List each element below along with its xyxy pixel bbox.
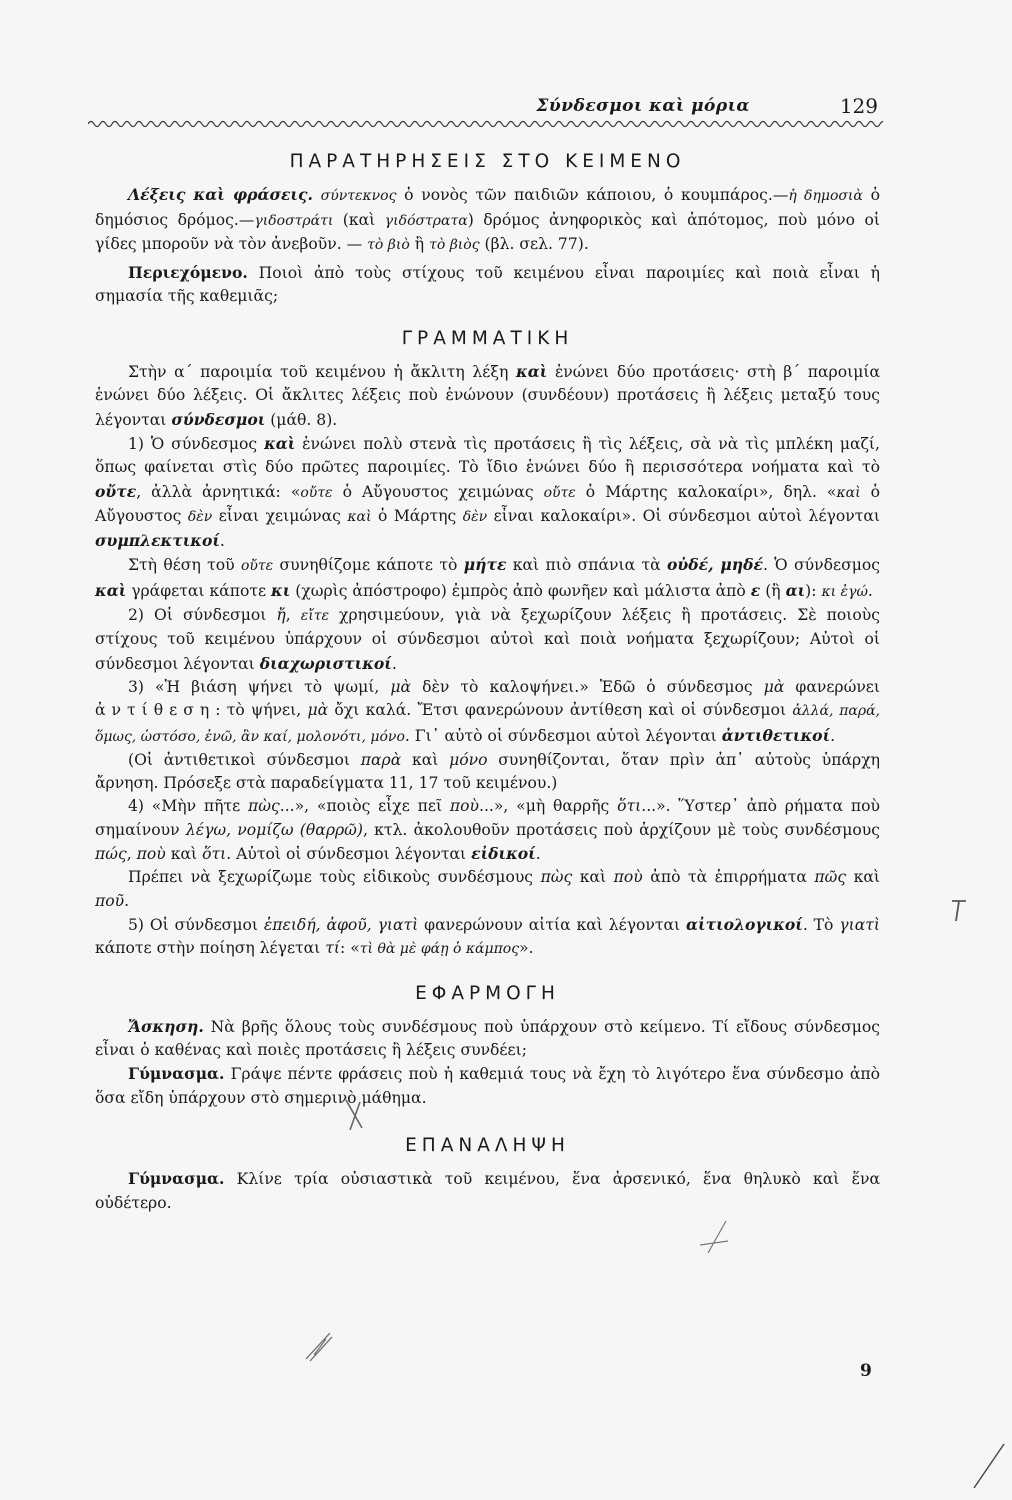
pencil-mark-slash	[698, 1215, 738, 1255]
text: ):	[805, 581, 822, 600]
grammar-paragraph-7	[95, 866, 880, 913]
text: . Ὁ σύνδεσμος	[762, 556, 880, 575]
text: φανερώνουν αἰτία καὶ λέγονται	[418, 915, 687, 934]
review-drill-paragraph	[95, 1167, 880, 1215]
section-title-review: ΕΠΑΝΑΛΗΨΗ	[405, 1134, 570, 1156]
term: μόνο	[449, 750, 488, 769]
text: εἶναι χειμώνας	[212, 506, 348, 525]
term: καὶ	[836, 484, 861, 501]
text: (βλ. σελ. 77).	[479, 234, 589, 253]
page-body	[95, 150, 880, 1215]
text: γράφεται κάποτε	[126, 581, 272, 600]
text: ὁ νονὸς τῶν παιδιῶν κάποιου, ὁ κουμπάρος.—	[396, 186, 789, 205]
term: γιδόστρατα	[384, 212, 468, 229]
text: .	[219, 532, 225, 551]
text: Γράψε πέντε φράσεις ποὺ ἡ καθεμιά τους νὰ ἔχη τὸ λιγότερο ἕνα σύνδεσμο ἀπὸ ὅσα εἴδη ὑπάρχουν στὸ σημερινὸ μάθημα.	[95, 1065, 880, 1107]
term: γιδοστράτι	[254, 212, 334, 229]
text: ὁ δημόσιος δρόμος.—	[95, 186, 880, 229]
grammar-paragraph-4	[95, 676, 880, 749]
text: Ποιοὶ ἀπὸ τοὺς στίχους τοῦ κειμένου εἶναι παροιμίες καὶ ποιὰ εἶναι ἡ σημασία τῆς καθεμιᾶς;	[95, 264, 880, 306]
text: .	[535, 845, 541, 864]
term: ἤ	[276, 606, 286, 625]
text: .	[830, 726, 836, 745]
term: κι ἐγώ	[821, 583, 868, 600]
term: καὶ	[516, 362, 548, 382]
text: ἑνώνει δύο προτάσεις· στὴ β΄ παροιμία ἑνώνει δύο λέξεις. Οἱ ἄκλιτες λέξεις ποὺ ἑνώνουν (συνδέουν) προτάσεις ἢ λέξεις μεταξύ τους λέγονται	[95, 363, 881, 429]
grammar-paragraph-6	[95, 795, 880, 866]
text: ἑνώνει πολὺ στενὰ τὶς προτάσεις ἢ τὶς λέξεις, σὰ νὰ τὶς μπλέκη μαζί, ὅπως φαίνεται στὶς δύο πρῶτες παροιμίες. Τὸ ἴδιο ἑνώνει δύο ἢ περισσότερα νοήματα καὶ τὸ	[95, 434, 881, 477]
text: , ἀλλὰ ἀρνητικά: «	[136, 482, 301, 501]
text: . Γι᾿ αὐτὸ οἱ σύνδεσμοι αὐτοὶ λέγονται	[404, 726, 722, 745]
text: φανερώνει	[784, 677, 880, 696]
text: καὶ	[165, 845, 203, 864]
running-title: Σύνδεσμοι καὶ μόρια	[536, 96, 750, 116]
grammar-paragraph-intro	[95, 360, 880, 432]
quote: τὶ θὰ μὲ φάῃ ὁ κάμπος	[359, 941, 520, 958]
pencil-mark-side	[946, 895, 970, 925]
text: (Οἱ ἀντιθετικοὶ σύνδεσμοι	[128, 750, 361, 769]
text: ὄχι καλά. Ἔτσι φανερώνουν ἀντίθεση καὶ οἱ σύνδεσμοι	[328, 701, 793, 720]
term: ποὺ	[449, 797, 479, 816]
paragraph-lexeis	[95, 183, 880, 257]
section-title-grammar: ΓΡΑΜΜΑΤΙΚΗ	[401, 327, 574, 349]
text: .	[867, 581, 873, 600]
text: Νὰ βρῆς ὅλους τοὺς συνδέσμους ποὺ ὑπάρχουν στὸ κείμενο. Τί εἴδους σύνδεσμος εἶναι ὁ καθένας καὶ ποιὲς προτάσεις ἢ λέξεις συνδέει;	[95, 1017, 880, 1060]
text: ».	[519, 939, 534, 958]
term: αι	[785, 580, 806, 600]
term: ἀντιθετικοί	[721, 725, 831, 745]
drill-label: Γύμνασμα.	[128, 1064, 225, 1084]
term: οὔτε	[95, 481, 137, 501]
text: (ἢ	[760, 581, 786, 600]
grammar-paragraph-1	[95, 432, 880, 553]
term: οὔτε	[240, 558, 274, 575]
term: δὲν	[187, 508, 213, 525]
text: : τὸ ψήνει,	[215, 701, 308, 720]
term: οὔτε	[543, 484, 576, 501]
term: καὶ	[95, 580, 127, 600]
term: εἰδικοί	[471, 844, 536, 864]
text: κάποτε στὴν ποίηση λέγεται	[95, 939, 326, 958]
text: εἶναι καλοκαίρι». Οἱ σύνδεσμοι αὐτοὶ λέγονται	[487, 506, 880, 525]
grammar-paragraph-2	[95, 553, 880, 604]
term: μὰ	[763, 677, 785, 696]
term-list: ἀλλά, παρά, ὅμως, ὡστόσο, ἐνῶ, ἂν καί, μολονότι, μόνο	[95, 703, 880, 745]
term: τὸ βιὸς	[429, 236, 480, 253]
term: δὲν	[462, 508, 488, 525]
term: διαχωριστικοί	[259, 653, 392, 673]
term: ε	[750, 580, 761, 600]
text: .	[124, 891, 130, 910]
pencil-mark-scribble	[300, 1325, 340, 1365]
text: (χωρὶς ἀπόστροφο) ἐμπρὸς ἀπὸ φωνῆεν καὶ μάλιστα ἀπὸ	[290, 581, 751, 600]
text: (μάθ. 8).	[265, 410, 338, 429]
term: τὸ βιὸ	[367, 236, 410, 253]
term: οὔτε	[300, 484, 333, 501]
text: ...», «μὴ θαρρῆς	[478, 797, 618, 816]
term: κι	[271, 580, 291, 600]
term: ποὺ	[136, 845, 166, 864]
term: ποῦ	[95, 891, 125, 910]
sheet-number: 9	[860, 1361, 872, 1381]
text: καὶ	[572, 868, 614, 887]
grammar-paragraph-3	[95, 604, 880, 676]
term: παρὰ	[360, 750, 402, 769]
text: ) δρόμος ἀνηφορικὸς καὶ ἀπότομος, ποὺ μόνο οἱ γίδες μποροῦν νὰ τὸν ἀνεβοῦν. —	[95, 210, 881, 253]
text: Κλίνε τρία οὐσιαστικὰ τοῦ κειμένου, ἕνα ἀρσενικό, ἕνα θηλυκὸ καὶ ἕνα οὐδέτερο.	[95, 1170, 880, 1212]
text: Στὴν α΄ παροιμία τοῦ κειμένου ἡ ἄκλιτη λέξη	[128, 363, 517, 382]
section-title-observations: ΠΑΡΑΤΗΡΗΣΕΙΣ ΣΤΟ ΚΕΙΜΕΝΟ	[289, 151, 686, 172]
term: ὅτι	[202, 845, 227, 864]
term: οὐδέ, μηδέ	[667, 555, 763, 575]
text: καὶ πιὸ σπάνια τὰ	[506, 556, 667, 575]
text: ...». Ὕστερ᾿ ἀπὸ ρήματα ποὺ σημαίνουν	[95, 797, 880, 839]
section-title-application: ΕΦΑΡΜΟΓΗ	[415, 982, 560, 1004]
term: γιατὶ	[839, 915, 880, 934]
grammar-paragraph-5	[95, 749, 880, 796]
content-label: Περιεχόμενο.	[128, 263, 248, 283]
text: συνηθίζονται, ὅταν πρὶν ἀπ᾿ αὐτοὺς ὑπάρχη ἄρνηση. Πρόσεξε στὰ παραδείγματα 11, 17 τοῦ κειμένου.)	[95, 750, 880, 793]
term: σύνδεσμοι	[171, 409, 266, 429]
text: 1) Ὁ σύνδεσμος	[128, 434, 265, 453]
term: ἡ δημοσιὰ	[788, 188, 863, 205]
text: ὁ Μάρτης καλοκαίρι», δηλ. «	[575, 482, 837, 501]
term: καὶ	[264, 433, 296, 453]
text: χρησιμεύουν, γιὰ νὰ ξεχωρίζουν λέξεις ἢ προτάσεις. Σὲ ποιοὺς στίχους τοῦ κειμένου ὑπάρχουν οἱ σύνδεσμοι αὐτοὶ καὶ ποιὰ νοήματα ξεχωρίζουν; Αὐτοὶ οἱ σύνδεσμοι λέγονται	[95, 606, 880, 673]
pencil-mark-x	[342, 1098, 368, 1132]
text: . Αὐτοὶ οἱ σύνδεσμοι λέγονται	[226, 845, 472, 864]
text: καὶ	[401, 750, 450, 769]
term: πὼς	[540, 868, 573, 887]
term: αἰτιολογικοί	[686, 914, 803, 934]
text: (καὶ	[333, 210, 385, 229]
text: ...», «ποιὸς εἶχε πεῖ	[279, 797, 450, 816]
term: μὰ	[307, 701, 329, 720]
term-spaced: ἀντίθεση	[95, 701, 216, 720]
page-number: 129	[839, 94, 878, 118]
text: ἢ	[409, 234, 430, 253]
text: δὲν τὸ καλοψήνει.» Ἐδῶ ὁ σύνδεσμος	[411, 677, 764, 696]
term: ποὺ	[613, 868, 643, 887]
text: συνηθίζομε κάποτε τὸ	[273, 556, 464, 575]
drill-paragraph	[95, 1062, 880, 1110]
grammar-paragraph-8	[95, 913, 880, 962]
pencil-mark-corner	[970, 1440, 1006, 1490]
term: συμπλεκτικοί	[95, 531, 220, 551]
text: ἀπὸ τὰ ἐπιρρήματα	[642, 868, 815, 887]
exercise-label: Ἄσκηση.	[128, 1016, 204, 1036]
text: Πρέπει νὰ ξεχωρίζωμε τοὺς εἰδικοὺς συνδέσμους	[128, 868, 541, 887]
text: ὁ Αὔγουστος χειμώνας	[332, 482, 544, 501]
term: τί	[325, 939, 341, 958]
term: καὶ	[347, 508, 372, 525]
exercise-paragraph	[95, 1015, 880, 1063]
text: Στὴ θέση τοῦ	[128, 556, 241, 575]
text: 3) «Ἡ βιάση ψήνει τὸ ψωμί,	[128, 677, 391, 696]
paragraph-content	[95, 261, 880, 309]
term: λέγω, νομίζω (θαρρῶ)	[185, 820, 363, 839]
text: καὶ	[846, 868, 880, 887]
text: 5) Οἱ σύνδεσμοι	[128, 915, 264, 934]
text: ,	[285, 606, 301, 625]
text: : «	[340, 939, 360, 958]
text: ὁ Αὔγουστος	[95, 482, 880, 525]
term: πὼς	[248, 797, 280, 816]
text: 4) «Μὴν πῆτε	[128, 797, 249, 816]
text: ὁ Μάρτης	[371, 506, 463, 525]
term: εἴτε	[300, 608, 329, 625]
term: μήτε	[463, 555, 507, 575]
text: , κτλ. ἀκολουθοῦν προτάσεις ποὺ ἀρχίζουν μὲ τοὺς συνδέσμους	[362, 820, 880, 839]
term: ὅτι	[617, 797, 642, 816]
text: ,	[126, 845, 137, 864]
wavy-rule	[88, 118, 883, 130]
term-list: ἐπειδή, ἀφοῦ, γιατὶ	[263, 915, 419, 934]
term: πώς	[95, 845, 127, 864]
term: σύντεκνος	[320, 188, 397, 205]
text: .	[391, 654, 397, 673]
text: . Τὸ	[802, 915, 840, 934]
term: μὰ	[390, 677, 412, 696]
text: 2) Οἱ σύνδεσμοι	[128, 606, 277, 625]
term: πῶς	[814, 868, 847, 887]
lexeis-label: Λέξεις καὶ φράσεις.	[128, 185, 313, 205]
review-drill-label: Γύμνασμα.	[128, 1169, 225, 1189]
